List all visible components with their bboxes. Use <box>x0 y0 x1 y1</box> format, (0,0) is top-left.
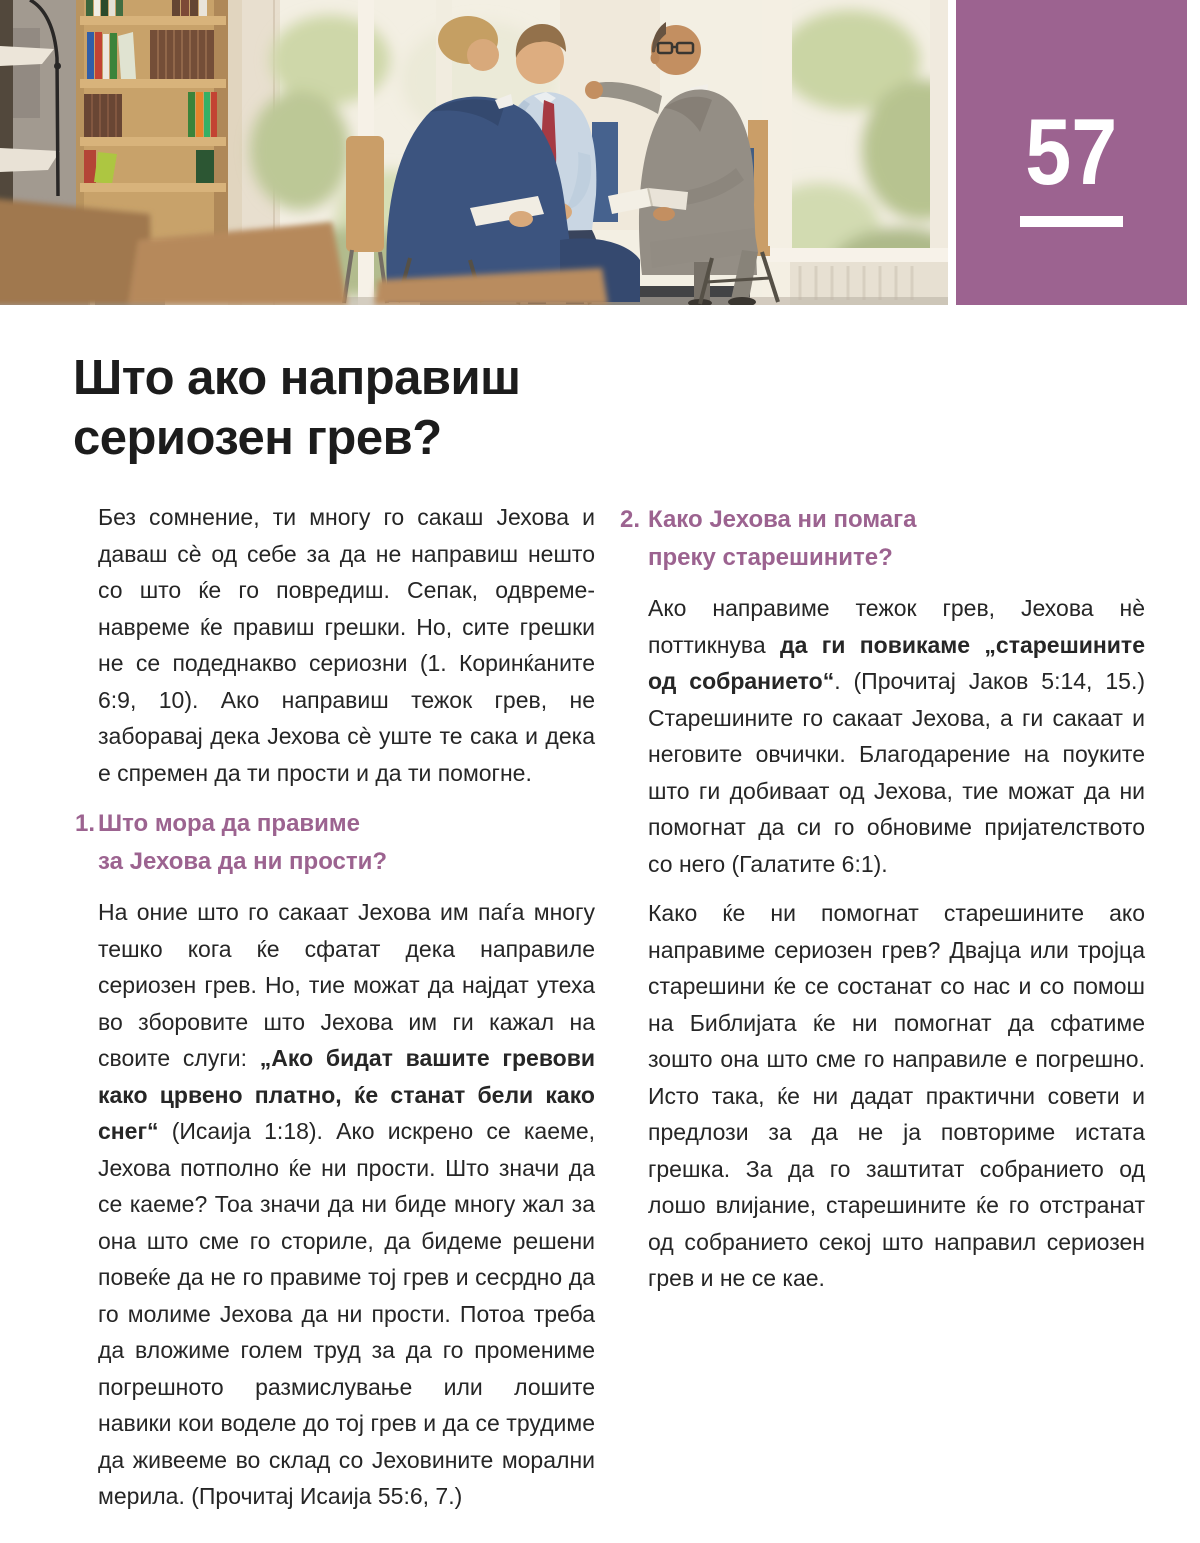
paragraph-text: Како ќе ни помогнат старешините ако направиме сериозен грев? Двајца или тројца старешини ќе се состанат со нас и со помош на Библијата ќе ни помогнат да сфатиме зошто она што сме го направиле е погрешно. Исто така, ќе ни дадат практични совети и предлози за да не ја повториме истата грешка. За да го заштитат собранието од лошо влијание, старешините ќе го отстранат од собранието секој што направил сериозен грев и не се кае. <box>648 900 1145 1291</box>
section-heading <box>620 501 1145 577</box>
body-paragraph <box>75 894 595 1515</box>
bold-scripture-quote: да ги повикаме „старешините од собранието“ <box>648 631 1145 694</box>
section-heading-line: преку старешините? <box>648 544 893 571</box>
section-number: 2. <box>620 506 641 533</box>
column-left <box>75 499 595 1528</box>
two-column-text <box>75 499 1145 1528</box>
paragraph-text: Без сомнение, ти многу го сакаш Јехова и даваш сѐ од себе за да не направиш нешто со што ќе го повредиш. Сепак, одвреме-навреме ќе правиш грешки. Но, сите грешки не се подеднакво сериозни (1. Коринќаните 6:9, 10). Ако направиш тежок грев, не заборавај дека Јехова сѐ уште те сака и дека е спремен да ти прости и да ти помогне. <box>98 504 595 786</box>
section-heading-line: Како Јехова ни помага <box>648 506 917 533</box>
section-heading-line: Што мора да правиме <box>98 810 361 837</box>
paragraph-text: . (Прочитај Јаков 5:14, 15.) Старешините го сакаат Јехова, а ги сакаат и неговите овчички. Благодарение на поуките што ги добиваат од Јехова, тие можат да ни помогнат да си го обновиме пријателството со него (Галатите 6:1). <box>648 668 1146 877</box>
lesson-number-badge <box>956 0 1187 305</box>
body-paragraph <box>75 499 595 791</box>
paragraph-text: Ако направиме тежок грев, Јехова нѐ поттикнува <box>648 595 1145 658</box>
page-title <box>73 348 521 468</box>
section-heading <box>75 805 595 881</box>
body-paragraph <box>620 590 1145 882</box>
section-number: 1. <box>75 810 96 837</box>
page-title-line-1: Што ако направиш <box>73 351 521 405</box>
paragraph-text: (Исаија 1:18). Ако искрено се каеме, Јехова потполно ќе ни прости. Што значи да се каеме? Тоа значи да ни биде многу жал за она што сме го сториле, да бидеме решени повеќе да не го правиме тој грев и сесрдно да го молиме Јехова да ни прости. Потоа треба да вложиме голем труд за да го промениме погрешното размислување или лошите навики кои воделе до тој грев и да се трудиме да живееме во склад со Јеховините морални мерила. (Прочитај Исаија 55:6, 7.) <box>98 1118 595 1509</box>
lesson-number: 57 <box>1025 98 1118 204</box>
page-header <box>0 0 1200 305</box>
paragraph-text: На оние што го сакаат Јехова им паѓа многу тешко кога ќе сфатат дека направиле сериозен грев. Но, тие можат да најдат утеха во зборовите што Јехова им ги кажал на своите слуги: <box>98 899 595 1071</box>
section-heading-line: за Јехова да ни прости? <box>98 848 388 875</box>
counseling-photo-illustration <box>0 0 948 305</box>
body-paragraph <box>620 895 1145 1297</box>
bold-scripture-quote: „Ако бидат вашите гревови како црвено платно, ќе станат бели како снег“ <box>98 1045 595 1144</box>
column-right <box>620 499 1145 1528</box>
counseling-photo <box>0 0 948 305</box>
page-title-line-2: сериозен грев? <box>73 411 442 465</box>
lesson-number-underline <box>1020 216 1123 227</box>
